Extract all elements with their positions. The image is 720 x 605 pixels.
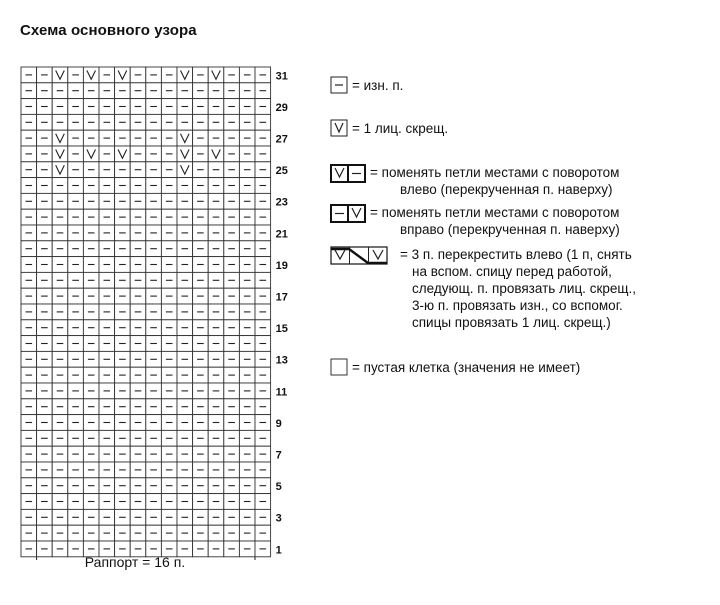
row-number: 11	[275, 386, 288, 399]
legend-line: спицы провязать 1 лиц. скрещ.)	[412, 315, 611, 330]
purl-symbol-icon	[330, 76, 350, 96]
row-number: 31	[275, 70, 288, 83]
row-number: 13	[275, 354, 288, 367]
knit-symbol-icon	[330, 119, 350, 139]
empty-cell-symbol-icon	[330, 358, 350, 378]
legend-text-empty	[352, 359, 580, 376]
legend-line: = поменять петли местами с поворотом	[370, 165, 620, 180]
row-number: 25	[275, 165, 288, 178]
legend-line: = 1 лиц. скрещ.	[352, 121, 449, 136]
row-number: 17	[275, 291, 288, 304]
legend-line: = пустая клетка (значения не имеет)	[352, 360, 581, 375]
row-number: 19	[275, 259, 288, 272]
row-number: 1	[275, 544, 282, 557]
legend-line: 3-ю п. провязать изн., со вспомог.	[412, 298, 623, 313]
legend-line: = поменять петли местами с поворотом	[370, 205, 620, 220]
row-number: 23	[275, 196, 288, 209]
row-number: 5	[275, 481, 282, 494]
row-number: 7	[275, 449, 282, 462]
cross-left-symbol-icon	[330, 164, 370, 184]
row-number: 29	[275, 101, 288, 114]
cross-right-symbol-icon	[330, 204, 370, 224]
knitting-chart	[0, 0, 300, 560]
legend-line: влево (перекрученная п. наверху)	[400, 182, 613, 197]
legend-text-cross-right	[370, 204, 620, 238]
row-number: 21	[275, 228, 288, 241]
legend-line: следующ. п. провязать лиц. скрещ.,	[412, 281, 636, 296]
repeat-label: Раппорт = 16 п.	[84, 554, 186, 570]
row-number: 27	[275, 133, 288, 146]
chart-title: Схема основного узора	[20, 22, 197, 39]
legend-text-cross3	[400, 246, 636, 331]
legend-line: вправо (перекрученная п. наверху)	[400, 222, 620, 237]
legend-line: на вспом. спицу перед работой,	[412, 264, 612, 279]
legend-text-purl	[352, 77, 403, 94]
row-number: 15	[275, 323, 288, 336]
cross3-symbol-icon	[330, 246, 390, 266]
legend-line: = изн. п.	[352, 78, 404, 93]
row-number: 3	[275, 512, 282, 525]
legend-line: = 3 п. перекрестить влево (1 п, снять	[400, 247, 632, 262]
legend-text-knit	[352, 120, 448, 137]
legend-text-cross-left	[370, 164, 619, 198]
row-number: 9	[275, 417, 282, 430]
